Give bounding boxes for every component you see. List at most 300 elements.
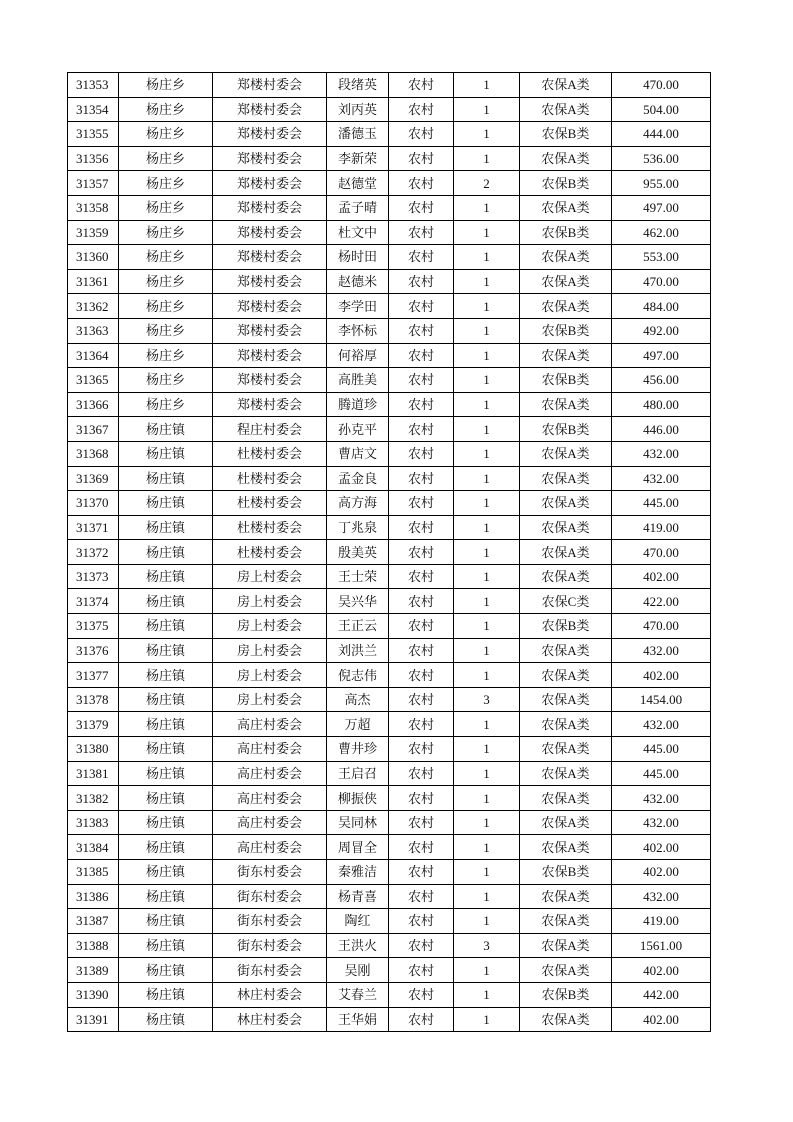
count-cell: 1 xyxy=(454,614,520,639)
table-row xyxy=(68,441,711,466)
count-cell: 1 xyxy=(454,318,520,343)
amount-cell: 402.00 xyxy=(612,958,711,983)
table-row xyxy=(68,860,711,885)
count-cell: 1 xyxy=(454,737,520,762)
id-cell: 31354 xyxy=(68,97,119,122)
count-cell: 1 xyxy=(454,441,520,466)
count-cell: 1 xyxy=(454,146,520,171)
town-cell: 杨庄乡 xyxy=(119,269,213,294)
table-row xyxy=(68,786,711,811)
id-cell: 31378 xyxy=(68,687,119,712)
village-committee-cell: 杜楼村委会 xyxy=(213,540,327,565)
count-cell: 1 xyxy=(454,860,520,885)
amount-cell: 432.00 xyxy=(612,786,711,811)
table-row xyxy=(68,884,711,909)
name-cell: 高方海 xyxy=(327,491,389,516)
town-cell: 杨庄乡 xyxy=(119,97,213,122)
amount-cell: 1454.00 xyxy=(612,687,711,712)
id-cell: 31359 xyxy=(68,220,119,245)
area-type-cell: 农村 xyxy=(389,220,454,245)
area-type-cell: 农村 xyxy=(389,860,454,885)
town-cell: 杨庄镇 xyxy=(119,761,213,786)
village-committee-cell: 郑楼村委会 xyxy=(213,220,327,245)
id-cell: 31376 xyxy=(68,638,119,663)
insurance-class-cell: 农保A类 xyxy=(520,737,612,762)
area-type-cell: 农村 xyxy=(389,146,454,171)
id-cell: 31382 xyxy=(68,786,119,811)
name-cell: 秦雅洁 xyxy=(327,860,389,885)
id-cell: 31361 xyxy=(68,269,119,294)
count-cell: 1 xyxy=(454,491,520,516)
amount-cell: 432.00 xyxy=(612,466,711,491)
village-committee-cell: 杜楼村委会 xyxy=(213,466,327,491)
name-cell: 柳振侠 xyxy=(327,786,389,811)
area-type-cell: 农村 xyxy=(389,810,454,835)
name-cell: 殷美英 xyxy=(327,540,389,565)
name-cell: 丁兆泉 xyxy=(327,515,389,540)
village-committee-cell: 程庄村委会 xyxy=(213,417,327,442)
town-cell: 杨庄镇 xyxy=(119,441,213,466)
town-cell: 杨庄镇 xyxy=(119,712,213,737)
table-row xyxy=(68,294,711,319)
town-cell: 杨庄镇 xyxy=(119,860,213,885)
insurance-class-cell: 农保A类 xyxy=(520,810,612,835)
count-cell: 1 xyxy=(454,122,520,147)
village-committee-cell: 郑楼村委会 xyxy=(213,122,327,147)
town-cell: 杨庄镇 xyxy=(119,810,213,835)
area-type-cell: 农村 xyxy=(389,638,454,663)
table-body xyxy=(68,73,711,1032)
name-cell: 孟金良 xyxy=(327,466,389,491)
name-cell: 杨青喜 xyxy=(327,884,389,909)
id-cell: 31374 xyxy=(68,589,119,614)
count-cell: 2 xyxy=(454,171,520,196)
name-cell: 李怀标 xyxy=(327,318,389,343)
town-cell: 杨庄乡 xyxy=(119,146,213,171)
amount-cell: 445.00 xyxy=(612,491,711,516)
town-cell: 杨庄镇 xyxy=(119,540,213,565)
count-cell: 3 xyxy=(454,933,520,958)
name-cell: 王华娟 xyxy=(327,1007,389,1032)
area-type-cell: 农村 xyxy=(389,1007,454,1032)
name-cell: 赵德米 xyxy=(327,269,389,294)
table-row xyxy=(68,687,711,712)
amount-cell: 402.00 xyxy=(612,663,711,688)
town-cell: 杨庄镇 xyxy=(119,589,213,614)
table-row xyxy=(68,73,711,98)
table-row xyxy=(68,909,711,934)
insurance-class-cell: 农保A类 xyxy=(520,687,612,712)
amount-cell: 536.00 xyxy=(612,146,711,171)
count-cell: 1 xyxy=(454,73,520,98)
table-row xyxy=(68,392,711,417)
count-cell: 1 xyxy=(454,540,520,565)
id-cell: 31355 xyxy=(68,122,119,147)
village-committee-cell: 街东村委会 xyxy=(213,958,327,983)
count-cell: 1 xyxy=(454,466,520,491)
id-cell: 31390 xyxy=(68,982,119,1007)
insurance-class-cell: 农保A类 xyxy=(520,466,612,491)
table-row xyxy=(68,171,711,196)
id-cell: 31375 xyxy=(68,614,119,639)
insurance-class-cell: 农保B类 xyxy=(520,318,612,343)
insurance-class-cell: 农保A类 xyxy=(520,884,612,909)
name-cell: 周冒全 xyxy=(327,835,389,860)
village-committee-cell: 郑楼村委会 xyxy=(213,97,327,122)
town-cell: 杨庄乡 xyxy=(119,392,213,417)
count-cell: 1 xyxy=(454,294,520,319)
town-cell: 杨庄镇 xyxy=(119,1007,213,1032)
id-cell: 31380 xyxy=(68,737,119,762)
id-cell: 31383 xyxy=(68,810,119,835)
count-cell: 1 xyxy=(454,343,520,368)
town-cell: 杨庄镇 xyxy=(119,933,213,958)
amount-cell: 484.00 xyxy=(612,294,711,319)
count-cell: 1 xyxy=(454,761,520,786)
area-type-cell: 农村 xyxy=(389,417,454,442)
insurance-class-cell: 农保B类 xyxy=(520,122,612,147)
amount-cell: 955.00 xyxy=(612,171,711,196)
town-cell: 杨庄镇 xyxy=(119,564,213,589)
id-cell: 31360 xyxy=(68,245,119,270)
area-type-cell: 农村 xyxy=(389,515,454,540)
count-cell: 1 xyxy=(454,982,520,1007)
village-committee-cell: 房上村委会 xyxy=(213,638,327,663)
amount-cell: 553.00 xyxy=(612,245,711,270)
name-cell: 腾道珍 xyxy=(327,392,389,417)
amount-cell: 497.00 xyxy=(612,343,711,368)
table-row xyxy=(68,195,711,220)
count-cell: 1 xyxy=(454,712,520,737)
id-cell: 31384 xyxy=(68,835,119,860)
id-cell: 31377 xyxy=(68,663,119,688)
area-type-cell: 农村 xyxy=(389,663,454,688)
area-type-cell: 农村 xyxy=(389,318,454,343)
village-committee-cell: 郑楼村委会 xyxy=(213,171,327,196)
id-cell: 31368 xyxy=(68,441,119,466)
table-row xyxy=(68,540,711,565)
table-row xyxy=(68,491,711,516)
table-row xyxy=(68,417,711,442)
amount-cell: 432.00 xyxy=(612,712,711,737)
count-cell: 1 xyxy=(454,638,520,663)
insurance-class-cell: 农保A类 xyxy=(520,441,612,466)
area-type-cell: 农村 xyxy=(389,958,454,983)
village-committee-cell: 郑楼村委会 xyxy=(213,195,327,220)
insurance-class-cell: 农保A类 xyxy=(520,515,612,540)
id-cell: 31388 xyxy=(68,933,119,958)
id-cell: 31385 xyxy=(68,860,119,885)
area-type-cell: 农村 xyxy=(389,343,454,368)
town-cell: 杨庄镇 xyxy=(119,638,213,663)
name-cell: 万超 xyxy=(327,712,389,737)
area-type-cell: 农村 xyxy=(389,909,454,934)
name-cell: 倪志伟 xyxy=(327,663,389,688)
town-cell: 杨庄镇 xyxy=(119,737,213,762)
table-row xyxy=(68,269,711,294)
name-cell: 陶红 xyxy=(327,909,389,934)
table-row xyxy=(68,712,711,737)
insurance-class-cell: 农保B类 xyxy=(520,860,612,885)
name-cell: 孙克平 xyxy=(327,417,389,442)
table-row xyxy=(68,122,711,147)
amount-cell: 1561.00 xyxy=(612,933,711,958)
town-cell: 杨庄镇 xyxy=(119,417,213,442)
area-type-cell: 农村 xyxy=(389,786,454,811)
amount-cell: 419.00 xyxy=(612,909,711,934)
area-type-cell: 农村 xyxy=(389,491,454,516)
table-row xyxy=(68,589,711,614)
village-committee-cell: 杜楼村委会 xyxy=(213,515,327,540)
insurance-class-cell: 农保A类 xyxy=(520,195,612,220)
name-cell: 何裕厚 xyxy=(327,343,389,368)
village-committee-cell: 高庄村委会 xyxy=(213,737,327,762)
table-row xyxy=(68,245,711,270)
count-cell: 1 xyxy=(454,589,520,614)
id-cell: 31356 xyxy=(68,146,119,171)
name-cell: 王启召 xyxy=(327,761,389,786)
count-cell: 1 xyxy=(454,368,520,393)
amount-cell: 470.00 xyxy=(612,540,711,565)
insurance-class-cell: 农保A类 xyxy=(520,491,612,516)
insurance-class-cell: 农保A类 xyxy=(520,1007,612,1032)
count-cell: 1 xyxy=(454,392,520,417)
insurance-class-cell: 农保A类 xyxy=(520,638,612,663)
area-type-cell: 农村 xyxy=(389,73,454,98)
area-type-cell: 农村 xyxy=(389,687,454,712)
name-cell: 刘洪兰 xyxy=(327,638,389,663)
amount-cell: 497.00 xyxy=(612,195,711,220)
amount-cell: 470.00 xyxy=(612,73,711,98)
id-cell: 31364 xyxy=(68,343,119,368)
town-cell: 杨庄镇 xyxy=(119,958,213,983)
id-cell: 31370 xyxy=(68,491,119,516)
count-cell: 1 xyxy=(454,417,520,442)
amount-cell: 402.00 xyxy=(612,1007,711,1032)
amount-cell: 445.00 xyxy=(612,761,711,786)
amount-cell: 480.00 xyxy=(612,392,711,417)
name-cell: 杨时田 xyxy=(327,245,389,270)
table-row xyxy=(68,933,711,958)
area-type-cell: 农村 xyxy=(389,441,454,466)
amount-cell: 422.00 xyxy=(612,589,711,614)
village-committee-cell: 郑楼村委会 xyxy=(213,269,327,294)
village-committee-cell: 房上村委会 xyxy=(213,687,327,712)
area-type-cell: 农村 xyxy=(389,245,454,270)
table-row xyxy=(68,958,711,983)
id-cell: 31363 xyxy=(68,318,119,343)
area-type-cell: 农村 xyxy=(389,761,454,786)
count-cell: 1 xyxy=(454,564,520,589)
village-committee-cell: 街东村委会 xyxy=(213,909,327,934)
area-type-cell: 农村 xyxy=(389,589,454,614)
id-cell: 31381 xyxy=(68,761,119,786)
count-cell: 1 xyxy=(454,220,520,245)
area-type-cell: 农村 xyxy=(389,392,454,417)
name-cell: 段绪英 xyxy=(327,73,389,98)
table-row xyxy=(68,97,711,122)
insurance-class-cell: 农保A类 xyxy=(520,712,612,737)
insurance-class-cell: 农保A类 xyxy=(520,245,612,270)
insurance-class-cell: 农保A类 xyxy=(520,786,612,811)
area-type-cell: 农村 xyxy=(389,294,454,319)
village-committee-cell: 郑楼村委会 xyxy=(213,146,327,171)
village-committee-cell: 郑楼村委会 xyxy=(213,392,327,417)
village-committee-cell: 街东村委会 xyxy=(213,884,327,909)
area-type-cell: 农村 xyxy=(389,269,454,294)
name-cell: 赵德堂 xyxy=(327,171,389,196)
amount-cell: 432.00 xyxy=(612,810,711,835)
id-cell: 31372 xyxy=(68,540,119,565)
table-row xyxy=(68,810,711,835)
area-type-cell: 农村 xyxy=(389,195,454,220)
id-cell: 31367 xyxy=(68,417,119,442)
count-cell: 1 xyxy=(454,958,520,983)
id-cell: 31358 xyxy=(68,195,119,220)
town-cell: 杨庄镇 xyxy=(119,614,213,639)
table-row xyxy=(68,146,711,171)
insurance-class-cell: 农保A类 xyxy=(520,269,612,294)
town-cell: 杨庄镇 xyxy=(119,884,213,909)
area-type-cell: 农村 xyxy=(389,540,454,565)
count-cell: 1 xyxy=(454,195,520,220)
count-cell: 1 xyxy=(454,810,520,835)
amount-cell: 445.00 xyxy=(612,737,711,762)
name-cell: 王士荣 xyxy=(327,564,389,589)
count-cell: 1 xyxy=(454,245,520,270)
amount-cell: 470.00 xyxy=(612,614,711,639)
insurance-class-cell: 农保A类 xyxy=(520,933,612,958)
village-committee-cell: 林庄村委会 xyxy=(213,1007,327,1032)
insurance-class-cell: 农保B类 xyxy=(520,368,612,393)
id-cell: 31366 xyxy=(68,392,119,417)
name-cell: 杜文中 xyxy=(327,220,389,245)
village-committee-cell: 房上村委会 xyxy=(213,589,327,614)
amount-cell: 419.00 xyxy=(612,515,711,540)
insurance-class-cell: 农保C类 xyxy=(520,589,612,614)
table-row xyxy=(68,368,711,393)
area-type-cell: 农村 xyxy=(389,933,454,958)
id-cell: 31389 xyxy=(68,958,119,983)
town-cell: 杨庄乡 xyxy=(119,73,213,98)
name-cell: 孟子晴 xyxy=(327,195,389,220)
amount-cell: 492.00 xyxy=(612,318,711,343)
id-cell: 31386 xyxy=(68,884,119,909)
amount-cell: 470.00 xyxy=(612,269,711,294)
table-row xyxy=(68,663,711,688)
table-row xyxy=(68,761,711,786)
name-cell: 李学田 xyxy=(327,294,389,319)
town-cell: 杨庄乡 xyxy=(119,195,213,220)
village-committee-cell: 街东村委会 xyxy=(213,860,327,885)
id-cell: 31353 xyxy=(68,73,119,98)
town-cell: 杨庄乡 xyxy=(119,368,213,393)
records-table xyxy=(67,72,711,1032)
amount-cell: 402.00 xyxy=(612,835,711,860)
insurance-class-cell: 农保A类 xyxy=(520,958,612,983)
id-cell: 31379 xyxy=(68,712,119,737)
name-cell: 吴兴华 xyxy=(327,589,389,614)
name-cell: 高胜美 xyxy=(327,368,389,393)
village-committee-cell: 房上村委会 xyxy=(213,614,327,639)
town-cell: 杨庄乡 xyxy=(119,318,213,343)
town-cell: 杨庄镇 xyxy=(119,909,213,934)
insurance-class-cell: 农保A类 xyxy=(520,909,612,934)
insurance-class-cell: 农保A类 xyxy=(520,73,612,98)
village-committee-cell: 郑楼村委会 xyxy=(213,245,327,270)
amount-cell: 402.00 xyxy=(612,860,711,885)
amount-cell: 402.00 xyxy=(612,564,711,589)
insurance-class-cell: 农保A类 xyxy=(520,97,612,122)
name-cell: 吴同林 xyxy=(327,810,389,835)
name-cell: 潘德玉 xyxy=(327,122,389,147)
amount-cell: 444.00 xyxy=(612,122,711,147)
village-committee-cell: 郑楼村委会 xyxy=(213,343,327,368)
count-cell: 1 xyxy=(454,786,520,811)
village-committee-cell: 街东村委会 xyxy=(213,933,327,958)
name-cell: 曹井珍 xyxy=(327,737,389,762)
id-cell: 31391 xyxy=(68,1007,119,1032)
town-cell: 杨庄乡 xyxy=(119,343,213,368)
area-type-cell: 农村 xyxy=(389,368,454,393)
insurance-class-cell: 农保B类 xyxy=(520,982,612,1007)
area-type-cell: 农村 xyxy=(389,122,454,147)
id-cell: 31362 xyxy=(68,294,119,319)
id-cell: 31371 xyxy=(68,515,119,540)
village-committee-cell: 郑楼村委会 xyxy=(213,73,327,98)
amount-cell: 504.00 xyxy=(612,97,711,122)
village-committee-cell: 郑楼村委会 xyxy=(213,318,327,343)
id-cell: 31373 xyxy=(68,564,119,589)
id-cell: 31357 xyxy=(68,171,119,196)
area-type-cell: 农村 xyxy=(389,97,454,122)
town-cell: 杨庄镇 xyxy=(119,835,213,860)
count-cell: 3 xyxy=(454,687,520,712)
name-cell: 高杰 xyxy=(327,687,389,712)
insurance-class-cell: 农保B类 xyxy=(520,417,612,442)
table-row xyxy=(68,220,711,245)
insurance-class-cell: 农保A类 xyxy=(520,663,612,688)
table-row xyxy=(68,1007,711,1032)
name-cell: 李新荣 xyxy=(327,146,389,171)
table-row xyxy=(68,515,711,540)
village-committee-cell: 杜楼村委会 xyxy=(213,491,327,516)
insurance-class-cell: 农保B类 xyxy=(520,171,612,196)
count-cell: 1 xyxy=(454,97,520,122)
village-committee-cell: 高庄村委会 xyxy=(213,761,327,786)
name-cell: 吴刚 xyxy=(327,958,389,983)
village-committee-cell: 郑楼村委会 xyxy=(213,368,327,393)
id-cell: 31369 xyxy=(68,466,119,491)
village-committee-cell: 林庄村委会 xyxy=(213,982,327,1007)
town-cell: 杨庄镇 xyxy=(119,515,213,540)
town-cell: 杨庄乡 xyxy=(119,171,213,196)
name-cell: 艾春兰 xyxy=(327,982,389,1007)
table-row xyxy=(68,982,711,1007)
area-type-cell: 农村 xyxy=(389,564,454,589)
table-row xyxy=(68,614,711,639)
village-committee-cell: 房上村委会 xyxy=(213,564,327,589)
area-type-cell: 农村 xyxy=(389,614,454,639)
table-row xyxy=(68,343,711,368)
amount-cell: 432.00 xyxy=(612,441,711,466)
area-type-cell: 农村 xyxy=(389,466,454,491)
village-committee-cell: 高庄村委会 xyxy=(213,835,327,860)
village-committee-cell: 高庄村委会 xyxy=(213,712,327,737)
area-type-cell: 农村 xyxy=(389,712,454,737)
name-cell: 王正云 xyxy=(327,614,389,639)
count-cell: 1 xyxy=(454,884,520,909)
